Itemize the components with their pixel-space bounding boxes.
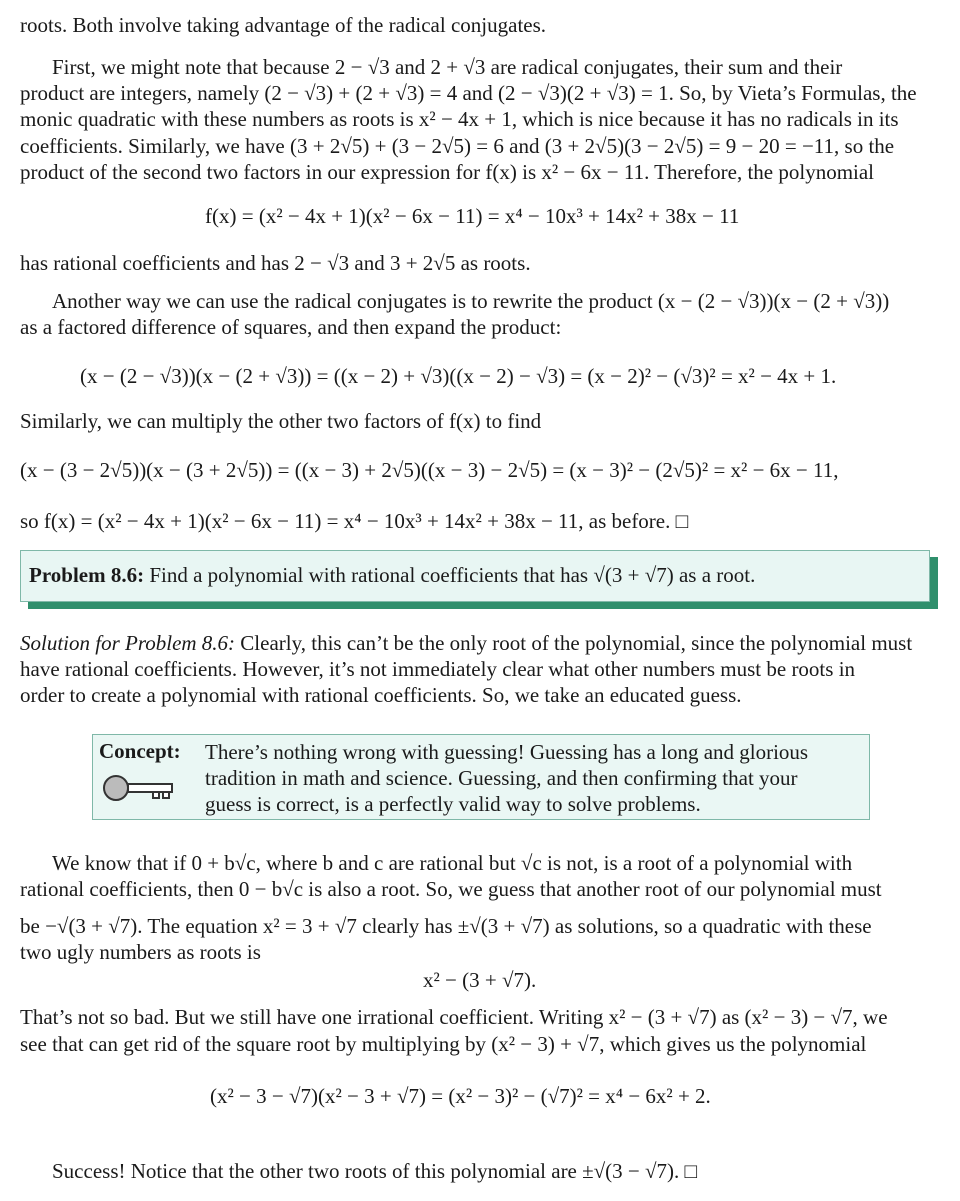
- paragraph-line: product of the second two factors in our expression for f(x) is x² − 6x − 11. Therefore, the polynomial: [20, 160, 875, 184]
- paragraph-line: product are integers, namely (2 − √3) + (2 + √3) = 4 and (2 − √3)(2 + √3) = 1. So, by Vieta’s Formulas, the: [20, 81, 917, 105]
- paragraph-line: That’s not so bad. But we still have one irrational coefficient. Writing x² − (3 + √7) as (x² − 3) − √7, we: [20, 1005, 888, 1029]
- paragraph-line: see that can get rid of the square root by multiplying by (x² − 3) + √7, which gives us the polynomial: [20, 1032, 867, 1056]
- concept-label: Concept:: [99, 739, 181, 763]
- concept-text: [205, 739, 808, 817]
- equation: (x² − 3 − √7)(x² − 3 + √7) = (x² − 3)² − (√7)² = x⁴ − 6x² + 2.: [210, 1084, 711, 1108]
- equation: (x − (3 − 2√5))(x − (3 + 2√5)) = ((x − 3) + 2√5)((x − 3) − 2√5) = (x − 3)² − (2√5)² = x² − 6x − 11,: [20, 458, 839, 482]
- equation: f(x) = (x² − 4x + 1)(x² − 6x − 11) = x⁴ − 10x³ + 14x² + 38x − 11: [205, 204, 740, 228]
- solution-line: order to create a polynomial with rational coefficients. So, we take an educated guess.: [20, 683, 742, 707]
- paragraph-line: as a factored difference of squares, and then expand the product:: [20, 315, 562, 339]
- paragraph-line: two ugly numbers as roots is: [20, 940, 261, 964]
- problem-text: Find a polynomial with rational coefficients that has √(3 + √7) as a root.: [149, 563, 756, 587]
- equation: x² − (3 + √7).: [423, 968, 537, 992]
- solution-line: [20, 630, 912, 656]
- solution-label: Solution for Problem 8.6:: [20, 631, 236, 655]
- paragraph-line: Similarly, we can multiply the other two factors of f(x) to find: [20, 409, 542, 433]
- paragraph-line: roots. Both involve taking advantage of the radical conjugates.: [20, 13, 547, 37]
- equation: (x − (2 − √3))(x − (2 + √3)) = ((x − 2) + √3)((x − 2) − √3) = (x − 2)² − (√3)² = x² − 4x + 1.: [80, 364, 837, 388]
- solution-text: Clearly, this can’t be the only root of the polynomial, since the polynomial must: [240, 631, 913, 655]
- paragraph-line: rational coefficients, then 0 − b√c is also a root. So, we guess that another root of our polynomial must: [20, 877, 882, 901]
- key-icon: [101, 773, 181, 803]
- paragraph-line: Success! Notice that the other two roots of this polynomial are ±√(3 − √7). □: [52, 1159, 698, 1183]
- paragraph-line: Another way we can use the radical conjugates is to rewrite the product (x − (2 − √3))(x − (2 + √3)): [52, 289, 890, 313]
- paragraph-line: We know that if 0 + b√c, where b and c are rational but √c is not, is a root of a polynomial with: [52, 851, 853, 875]
- concept-line: guess is correct, is a perfectly valid way to solve problems.: [205, 792, 701, 816]
- paragraph-line: so f(x) = (x² − 4x + 1)(x² − 6x − 11) = x⁴ − 10x³ + 14x² + 38x − 11, as before. □: [20, 509, 689, 533]
- paragraph-line: be −√(3 + √7). The equation x² = 3 + √7 clearly has ±√(3 + √7) as solutions, so a quadratic with these: [20, 914, 872, 938]
- paragraph-line: First, we might note that because 2 − √3 and 2 + √3 are radical conjugates, their sum and their: [52, 55, 843, 79]
- concept-line: There’s nothing wrong with guessing! Guessing has a long and glorious: [205, 740, 809, 764]
- concept-box: [92, 734, 870, 820]
- solution-line: have rational coefficients. However, it’s not immediately clear what other numbers must be roots in: [20, 657, 856, 681]
- problem-label: Problem 8.6:: [29, 563, 145, 587]
- concept-line: tradition in math and science. Guessing, and then confirming that your: [205, 766, 798, 790]
- paragraph-line: has rational coefficients and has 2 − √3 and 3 + 2√5 as roots.: [20, 251, 531, 275]
- paragraph-line: coefficients. Similarly, we have (3 + 2√5) + (3 − 2√5) = 6 and (3 + 2√5)(3 − 2√5) = 9 − 20 = −11, so the: [20, 134, 895, 158]
- paragraph-line: monic quadratic with these numbers as roots is x² − 4x + 1, which is nice because it has no radicals in its: [20, 107, 899, 131]
- problem-box: [20, 550, 930, 602]
